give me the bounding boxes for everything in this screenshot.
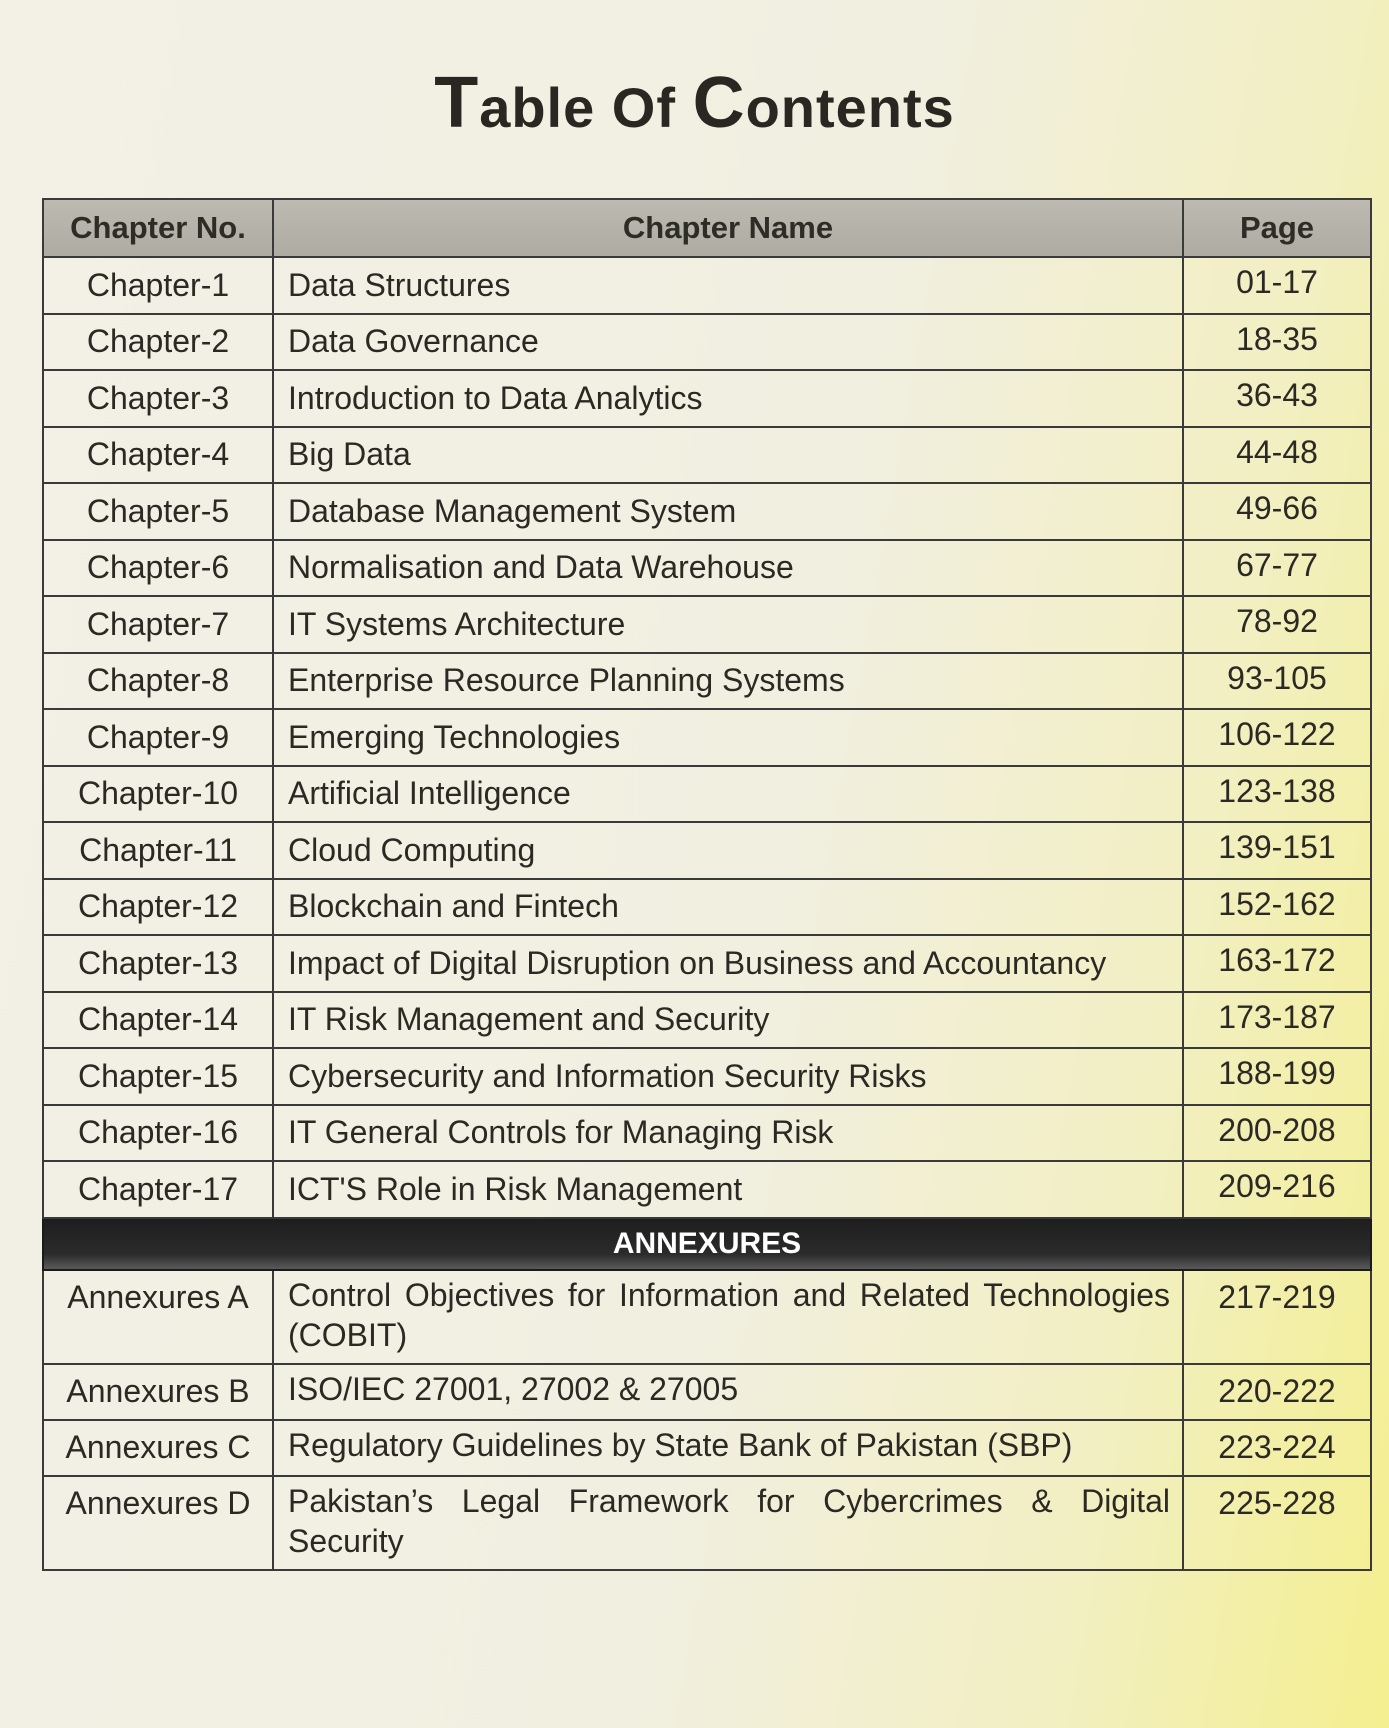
annexure-number: Annexures D (43, 1476, 273, 1570)
chapter-name: IT General Controls for Managing Risk (273, 1105, 1183, 1162)
table-row (43, 653, 1371, 710)
chapter-pages: 01-17 (1183, 257, 1371, 314)
annexure-pages: 225-228 (1183, 1476, 1371, 1570)
table-row (43, 879, 1371, 936)
chapter-name: Data Governance (273, 314, 1183, 371)
chapter-name: Enterprise Resource Planning Systems (273, 653, 1183, 710)
chapter-number: Chapter-15 (43, 1048, 273, 1105)
chapter-pages: 36-43 (1183, 370, 1371, 427)
chapter-name: Normalisation and Data Warehouse (273, 540, 1183, 597)
table-row (43, 596, 1371, 653)
chapter-pages: 200-208 (1183, 1105, 1371, 1162)
title-initial-t: T (434, 63, 480, 143)
chapter-pages: 106-122 (1183, 709, 1371, 766)
chapter-name: Data Structures (273, 257, 1183, 314)
table-row (43, 257, 1371, 314)
table-row (43, 1270, 1371, 1364)
chapter-name: Blockchain and Fintech (273, 879, 1183, 936)
header-page: Page (1183, 199, 1371, 257)
table-row (43, 1161, 1371, 1218)
title-part-1: able Of (479, 76, 693, 139)
chapter-number: Chapter-5 (43, 483, 273, 540)
table-row (43, 1420, 1371, 1476)
chapter-pages: 44-48 (1183, 427, 1371, 484)
annexure-name: Regulatory Guidelines by State Bank of Pakistan (SBP) (273, 1420, 1183, 1476)
table-row (43, 1048, 1371, 1105)
chapter-pages: 188-199 (1183, 1048, 1371, 1105)
table-row (43, 370, 1371, 427)
chapter-number: Chapter-11 (43, 822, 273, 879)
annexure-pages: 217-219 (1183, 1270, 1371, 1364)
annexure-pages: 223-224 (1183, 1420, 1371, 1476)
table-row (43, 483, 1371, 540)
chapter-pages: 123-138 (1183, 766, 1371, 823)
chapter-number: Chapter-13 (43, 935, 273, 992)
annexure-pages: 220-222 (1183, 1364, 1371, 1420)
chapter-pages: 163-172 (1183, 935, 1371, 992)
annexure-name: ISO/IEC 27001, 27002 & 27005 (273, 1364, 1183, 1420)
chapter-name: ICT'S Role in Risk Management (273, 1161, 1183, 1218)
header-chapter-no: Chapter No. (43, 199, 273, 257)
chapter-number: Chapter-9 (43, 709, 273, 766)
chapter-number: Chapter-12 (43, 879, 273, 936)
header-chapter-name: Chapter Name (273, 199, 1183, 257)
chapter-name: Artificial Intelligence (273, 766, 1183, 823)
annexure-number: Annexures B (43, 1364, 273, 1420)
table-row (43, 540, 1371, 597)
chapter-number: Chapter-3 (43, 370, 273, 427)
chapter-number: Chapter-6 (43, 540, 273, 597)
title-initial-c: C (692, 63, 746, 143)
chapter-pages: 173-187 (1183, 992, 1371, 1049)
chapter-pages: 209-216 (1183, 1161, 1371, 1218)
chapter-name: Introduction to Data Analytics (273, 370, 1183, 427)
chapter-pages: 78-92 (1183, 596, 1371, 653)
chapter-number: Chapter-1 (43, 257, 273, 314)
chapter-number: Chapter-2 (43, 314, 273, 371)
table-row (43, 935, 1371, 992)
table-row (43, 822, 1371, 879)
chapter-number: Chapter-16 (43, 1105, 273, 1162)
annexure-name: Control Objectives for Information and Related Technologies (COBIT) (273, 1270, 1183, 1364)
chapter-pages: 152-162 (1183, 879, 1371, 936)
chapter-pages: 18-35 (1183, 314, 1371, 371)
table-row (43, 992, 1371, 1049)
chapter-number: Chapter-4 (43, 427, 273, 484)
page-title (0, 62, 1389, 144)
chapter-name: IT Risk Management and Security (273, 992, 1183, 1049)
chapter-name: IT Systems Architecture (273, 596, 1183, 653)
table-row (43, 1364, 1371, 1420)
annexures-heading: ANNEXURES (43, 1218, 1371, 1270)
chapter-number: Chapter-10 (43, 766, 273, 823)
chapter-number: Chapter-8 (43, 653, 273, 710)
table-row (43, 314, 1371, 371)
chapter-name: Cybersecurity and Information Security Risks (273, 1048, 1183, 1105)
table-row (43, 427, 1371, 484)
annexure-number: Annexures A (43, 1270, 273, 1364)
annexure-number: Annexures C (43, 1420, 273, 1476)
chapter-pages: 49-66 (1183, 483, 1371, 540)
chapter-name: Impact of Digital Disruption on Business and Accountancy (273, 935, 1183, 992)
table-row (43, 1476, 1371, 1570)
table-row (43, 1105, 1371, 1162)
chapter-name: Cloud Computing (273, 822, 1183, 879)
title-part-2: ontents (745, 76, 955, 139)
chapter-pages: 93-105 (1183, 653, 1371, 710)
table-row (43, 709, 1371, 766)
chapter-name: Emerging Technologies (273, 709, 1183, 766)
contents-table (42, 198, 1372, 1571)
table-row (43, 766, 1371, 823)
chapter-number: Chapter-17 (43, 1161, 273, 1218)
chapter-pages: 67-77 (1183, 540, 1371, 597)
header-row (43, 199, 1371, 257)
chapter-name: Big Data (273, 427, 1183, 484)
chapter-number: Chapter-7 (43, 596, 273, 653)
chapter-pages: 139-151 (1183, 822, 1371, 879)
annexure-name: Pakistan’s Legal Framework for Cybercrimes & Digital Security (273, 1476, 1183, 1570)
annexures-section-row (43, 1218, 1371, 1270)
chapter-number: Chapter-14 (43, 992, 273, 1049)
chapter-name: Database Management System (273, 483, 1183, 540)
